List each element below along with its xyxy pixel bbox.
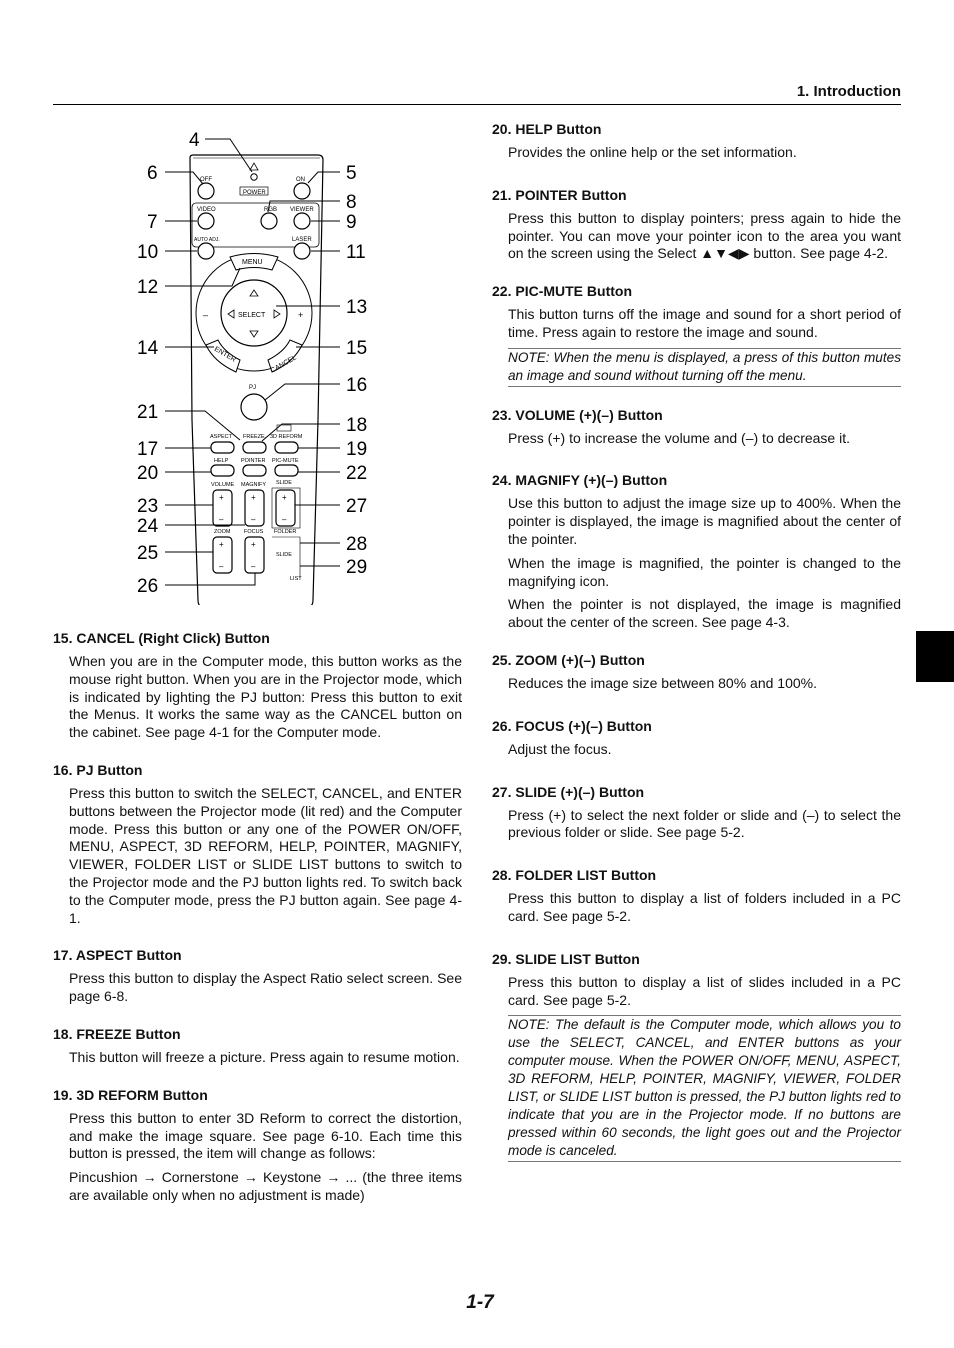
video-label: VIDEO [197,207,216,213]
callout-8: 8 [346,192,357,213]
power-off-button [198,183,214,199]
laser-label: LASER [292,237,312,243]
svg-text:+: + [282,493,287,502]
section-paragraph: When the pointer is not displayed, the image is magnified about the center of the screen. See page 4-3. [508,596,901,631]
on-label: ON [296,177,305,183]
callout-21: 21 [137,402,159,423]
svg-text:+: + [219,493,224,502]
pic-mute-label: PIC-MUTE [272,458,299,464]
callout-16: 16 [346,375,368,396]
volume-label: VOLUME [211,482,235,488]
section-title: 20. HELP Button [492,121,602,137]
svg-text:–: – [282,515,287,524]
magnify-label: MAGNIFY [241,482,267,488]
section-title: 17. ASPECT Button [53,947,182,964]
section-paragraph: Reduces the image size between 80% and 100%. [508,674,817,691]
section-17 [53,947,462,1006]
section-paragraph: This button turns off the image and sound for a short period of time. Press again to restore the image and sound. [508,306,901,340]
section-title: 25. ZOOM (+)(–) Button [492,651,645,668]
callout-18: 18 [346,415,368,436]
callout-24: 24 [137,516,159,537]
section-title: 29. SLIDE LIST Button [492,950,640,967]
callout-10: 10 [137,242,159,263]
section-paragraph: Press this button to switch the SELECT, CANCEL, and ENTER buttons between the Projector mode (lit red) and the Computer mode. Press this button or any one of the POWER ON/OFF, MENU, ASPECT, 3D REFORM, HELP, POINTER, MAGNIFY, VIEWER, FOLDER LIST or SLIDE LIST buttons to switch to the Projector mode and the PJ button lights red. To switch back to the Computer mode, press the PJ button again. See page 4-1. [69,784,462,926]
callout-7: 7 [147,212,158,233]
list-label: LIST [290,576,302,582]
section-title: 23. VOLUME (+)(–) Button [492,406,663,423]
rgb-label: RGB [264,207,278,213]
focus-label: FOCUS [244,529,264,535]
power-label: POWER [243,190,266,196]
viewer-label: VIEWER [290,207,314,213]
dial-minus-label: – [203,310,209,320]
pj-label: PJ [249,385,257,391]
callout-20: 20 [137,463,159,484]
section-29 [492,951,901,1162]
section-15 [53,630,462,742]
section-paragraph: This button will freeze a picture. Press again to resume motion. [69,1048,460,1065]
callout-5: 5 [346,163,357,184]
freeze-label: FREEZE [243,434,265,440]
laser-led [251,174,257,180]
section-paragraph: When you are in the Computer mode, this button works as the mouse right button. When you are in the Projector mode, which is indicated by lighting the PJ button: Press this button to exit the Menus. It works the same way as the CANCEL button on the cabinet. See page 4-1 for the Computer mode. [69,653,462,741]
page-number: 1-7 [466,1292,494,1313]
svg-text:+: + [251,493,256,502]
section-paragraph: Provides the online help or the set information. [508,144,797,160]
section-21 [492,187,901,263]
section-header: 1. Introduction [796,83,901,100]
section-paragraph: Press this button to display a list of folders included in a PC card. See page 5-2. [508,890,901,924]
callout-15: 15 [346,338,368,359]
callout-9: 9 [346,212,357,233]
callout-6: 6 [147,163,158,184]
help-button [211,465,234,476]
header-rule [53,104,901,105]
slide2-label: SLIDE [276,552,292,558]
section-paragraph: Press this button to display pointers; press again to hide the pointer. You can move your pointer icon to the area you want on the screen using the Select ▲▼◀▶ button. See page 4-2. [508,209,901,262]
pointer-button [243,465,266,476]
section-paragraph: Press (+) to increase the volume and (–) to decrease it. [508,429,850,446]
off-label: OFF [200,177,212,183]
callout-25: 25 [137,543,159,564]
callout-17: 17 [137,439,159,460]
callout-26: 26 [137,576,159,597]
aspect-button [211,442,234,453]
section-20 [492,121,901,162]
power-on-button [294,183,310,199]
section-title: 18. FREEZE Button [53,1025,181,1042]
svg-text:–: – [219,515,224,524]
select-label: SELECT [238,312,266,319]
reform-label: 3D REFORM [270,434,303,440]
section-16 [53,762,462,927]
menu-label: MENU [242,259,263,266]
section-title: 22. PIC-MUTE Button [492,283,632,300]
section-24 [492,472,901,632]
callout-12: 12 [137,277,159,298]
laser-button [294,243,310,259]
section-title: 19. 3D REFORM Button [53,1086,208,1103]
zoom-label: ZOOM [214,529,231,535]
callout-23: 23 [137,496,159,517]
section-title: 28. FOLDER LIST Button [492,867,657,884]
pj-button [241,394,267,420]
svg-text:–: – [251,562,256,571]
enter-label: ENTER [212,345,237,364]
section-paragraph: Press this button to display the Aspect Ratio select screen. See page 6-8. [69,970,462,1005]
section-paragraph: Pincushion → Cornerstone → Keystone → ... (the three items are available only when no adjustment is made) [69,1169,462,1203]
callout-11: 11 [346,242,366,263]
callout-29: 29 [346,557,368,578]
callout-22: 22 [346,463,368,484]
section-title: 24. MAGNIFY (+)(–) Button [492,472,668,489]
folder-label: FOLDER [274,529,297,535]
callout-13: 13 [346,297,368,318]
callout-14: 14 [137,338,159,359]
3d-reform-button [275,442,298,453]
svg-text:–: – [251,515,256,524]
section-26 [492,718,901,759]
section-28 [492,867,901,926]
section-18 [53,1026,462,1067]
rgb-button [261,213,277,229]
right-column [492,121,901,1162]
auto-adj-button [198,243,214,259]
section-title: 26. FOCUS (+)(–) Button [492,717,652,734]
freeze-button [243,442,266,453]
note-box: NOTE: The default is the Computer mode, which allows you to use the SELECT, CANCEL, and ENTER buttons as your computer mouse. When the POWER ON/OFF, MENU, ASPECT, 3D REFORM, HELP, POINTER, MAGNIFY, VIEWER, FOLDER LIST, or SLIDE LIST button is pressed, the PJ button lights red to indicate that you are in the Projector mode. If no buttons are pressed within 60 seconds, the light goes out and the Projector mode is canceled. [508,1015,901,1161]
section-19 [53,1087,462,1205]
section-paragraph: When the image is magnified, the pointer is changed to the magnifying icon. [508,554,901,589]
callout-28: 28 [346,534,368,555]
svg-text:–: – [219,562,224,571]
chapter-tab-marker [916,631,954,682]
laser-warning-icon [250,163,258,170]
left-column [53,630,462,1211]
section-title: 16. PJ Button [53,761,143,778]
remote-svg [130,125,390,605]
section-27 [492,784,901,843]
pic-mute-button [275,465,298,476]
section-paragraph: Adjust the focus. [508,740,612,757]
aspect-label: ASPECT [210,434,233,440]
section-paragraph: Use this button to adjust the image size up to 400%. When the pointer is displayed, the image is magnified about the center of the pointer. [508,495,901,547]
section-25 [492,652,901,693]
remote-control-diagram [130,125,390,605]
svg-text:+: + [251,540,256,549]
section-paragraph: Press this button to display a list of slides included in a PC card. See page 5-2. [508,973,901,1008]
slide-label: SLIDE [276,480,292,486]
section-paragraph: Press (+) to select the next folder or slide and (–) to select the previous folder or slide. See page 5-2. [508,806,901,841]
dial-plus-label: + [298,310,304,320]
help-label: HELP [214,458,229,464]
section-title: 15. CANCEL (Right Click) Button [53,630,270,646]
section-22 [492,283,901,386]
pointer-label: POINTER [241,458,266,464]
callout-4: 4 [189,130,200,151]
section-title: 21. POINTER Button [492,186,627,203]
viewer-button [294,213,310,229]
note-box: NOTE: When the menu is displayed, a press of this button mutes an image and sound without turning off the menu. [508,348,901,387]
auto-adj-label: AUTO ADJ. [194,237,220,243]
section-23 [492,407,901,448]
svg-text:+: + [219,540,224,549]
callout-19: 19 [346,439,368,460]
callout-27: 27 [346,496,368,517]
cancel-label: CANCEL [269,354,298,375]
section-paragraph: Press this button to enter 3D Reform to correct the distortion, and make the image square. See page 6-10. Each time this button is pressed, the item will change as follows: [69,1109,462,1162]
section-title: 27. SLIDE (+)(–) Button [492,783,645,800]
video-button [198,213,214,229]
